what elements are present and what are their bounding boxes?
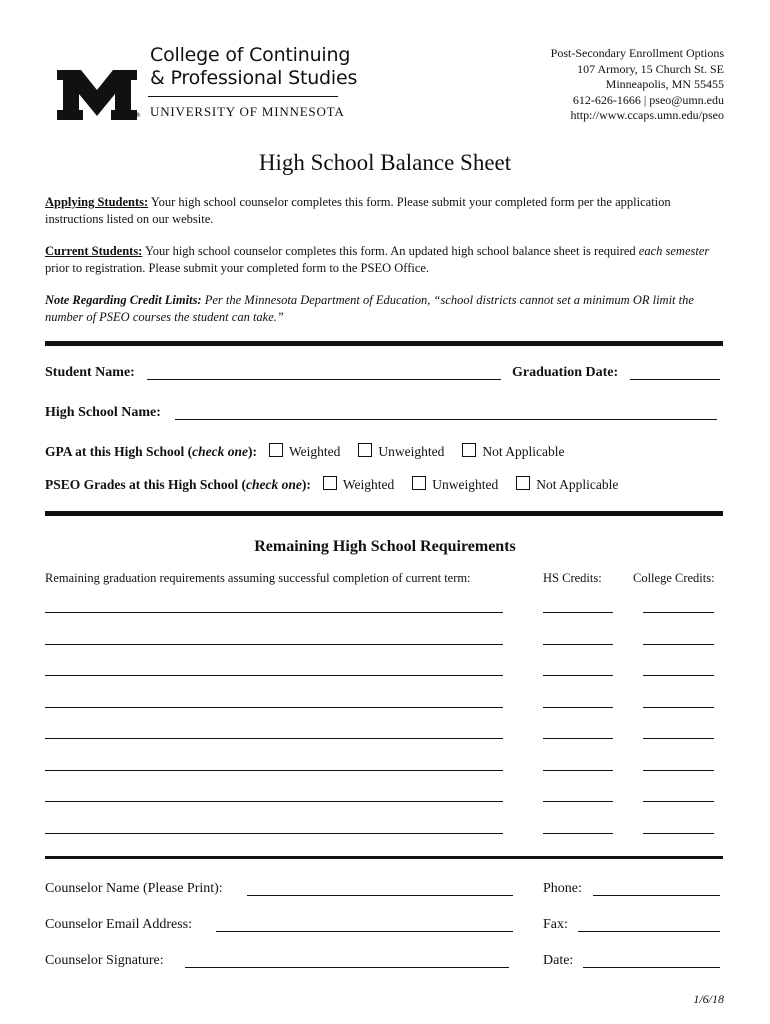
address-line: 107 Armory, 15 Church St. SE bbox=[577, 61, 724, 76]
section-divider bbox=[45, 856, 723, 859]
requirement-line[interactable] bbox=[45, 800, 503, 802]
address-line: http://www.ccaps.umn.edu/pseo bbox=[570, 108, 724, 122]
requirement-line[interactable] bbox=[45, 706, 503, 708]
pseo-weighted-checkbox[interactable] bbox=[323, 476, 337, 490]
college-credits-line[interactable] bbox=[643, 800, 714, 802]
fax-field[interactable] bbox=[578, 931, 720, 932]
hs-credits-line[interactable] bbox=[543, 643, 613, 645]
hs-credits-line[interactable] bbox=[543, 706, 613, 708]
revision-date: 1/6/18 bbox=[693, 992, 724, 1006]
high-school-name-label: High School Name: bbox=[45, 405, 161, 420]
hs-credits-line[interactable] bbox=[543, 737, 613, 739]
college-credits-line[interactable] bbox=[643, 737, 714, 739]
logo-divider bbox=[148, 96, 338, 97]
office-address bbox=[551, 46, 724, 124]
college-credits-line[interactable] bbox=[643, 611, 714, 613]
requirements-title: Remaining High School Requirements bbox=[254, 538, 516, 555]
address-line: Post-Secondary Enrollment Options bbox=[550, 46, 724, 60]
college-credits-line[interactable] bbox=[643, 674, 714, 676]
date-field[interactable] bbox=[583, 967, 720, 968]
phone-label: Phone: bbox=[543, 881, 582, 896]
hs-credits-header: HS Credits: bbox=[543, 571, 602, 585]
counselor-name-field[interactable] bbox=[247, 895, 513, 896]
counselor-name-label: Counselor Name (Please Print): bbox=[45, 881, 223, 896]
credit-limit-note: Note Regarding Credit Limits: Per the Minnesota Department of Education, “school districts cannot set a minimum OR limit the number of PSEO courses the student can take.” bbox=[45, 293, 694, 324]
hs-credits-line[interactable] bbox=[543, 769, 613, 771]
gpa-unweighted-checkbox[interactable] bbox=[358, 443, 372, 457]
college-name: College of Continuing & Professional Studies bbox=[150, 44, 358, 89]
counselor-signature-field[interactable] bbox=[185, 967, 509, 968]
requirements-description-header: Remaining graduation requirements assuming successful completion of current term: bbox=[45, 571, 471, 585]
college-credits-line[interactable] bbox=[643, 832, 714, 834]
pseo-grades-row: PSEO Grades at this High School (check one): Weighted Unweighted Not Applicable bbox=[45, 477, 619, 492]
student-name-field[interactable] bbox=[147, 379, 501, 380]
section-divider bbox=[45, 511, 723, 516]
university-name: UNIVERSITY OF MINNESOTA bbox=[150, 104, 345, 119]
section-divider bbox=[45, 341, 723, 346]
university-m-logo bbox=[55, 70, 139, 120]
pseo-unweighted-checkbox[interactable] bbox=[412, 476, 426, 490]
requirement-line[interactable] bbox=[45, 769, 503, 771]
counselor-email-field[interactable] bbox=[216, 931, 513, 932]
requirement-line[interactable] bbox=[45, 643, 503, 645]
graduation-date-label: Graduation Date: bbox=[512, 365, 619, 380]
date-label: Date: bbox=[543, 953, 574, 968]
address-line: Minneapolis, MN 55455 bbox=[605, 77, 724, 91]
gpa-weighted-checkbox[interactable] bbox=[269, 443, 283, 457]
applying-paragraph: Applying Students: Your high school counselor completes this form. Please submit your completed form per the application instructions listed on our website. bbox=[45, 195, 671, 226]
requirement-line[interactable] bbox=[45, 611, 503, 613]
requirement-line[interactable] bbox=[45, 832, 503, 834]
student-name-label: Student Name: bbox=[45, 365, 135, 380]
registered-mark: ® bbox=[135, 112, 141, 119]
hs-credits-line[interactable] bbox=[543, 832, 613, 834]
counselor-email-label: Counselor Email Address: bbox=[45, 917, 192, 932]
page-title: High School Balance Sheet bbox=[258, 150, 512, 175]
college-credits-header: College Credits: bbox=[633, 571, 715, 585]
phone-field[interactable] bbox=[593, 895, 720, 896]
high-school-name-field[interactable] bbox=[175, 419, 717, 420]
fax-label: Fax: bbox=[543, 917, 568, 932]
current-paragraph: Current Students: Your high school counselor completes this form. An updated high school balance sheet is required each semester prior to registration. Please submit your completed form to the PSEO Office. bbox=[45, 244, 710, 275]
requirement-line[interactable] bbox=[45, 737, 503, 739]
address-line: 612-626-1666 | pseo@umn.edu bbox=[572, 92, 724, 107]
graduation-date-field[interactable] bbox=[630, 379, 720, 380]
college-credits-line[interactable] bbox=[643, 706, 714, 708]
hs-credits-line[interactable] bbox=[543, 800, 613, 802]
gpa-not-applicable-checkbox[interactable] bbox=[462, 443, 476, 457]
gpa-row: GPA at this High School (check one): Weighted Unweighted Not Applicable bbox=[45, 444, 565, 459]
college-credits-line[interactable] bbox=[643, 643, 714, 645]
college-credits-line[interactable] bbox=[643, 769, 714, 771]
requirement-line[interactable] bbox=[45, 674, 503, 676]
pseo-not-applicable-checkbox[interactable] bbox=[516, 476, 530, 490]
hs-credits-line[interactable] bbox=[543, 611, 613, 613]
counselor-signature-label: Counselor Signature: bbox=[45, 953, 164, 968]
hs-credits-line[interactable] bbox=[543, 674, 613, 676]
